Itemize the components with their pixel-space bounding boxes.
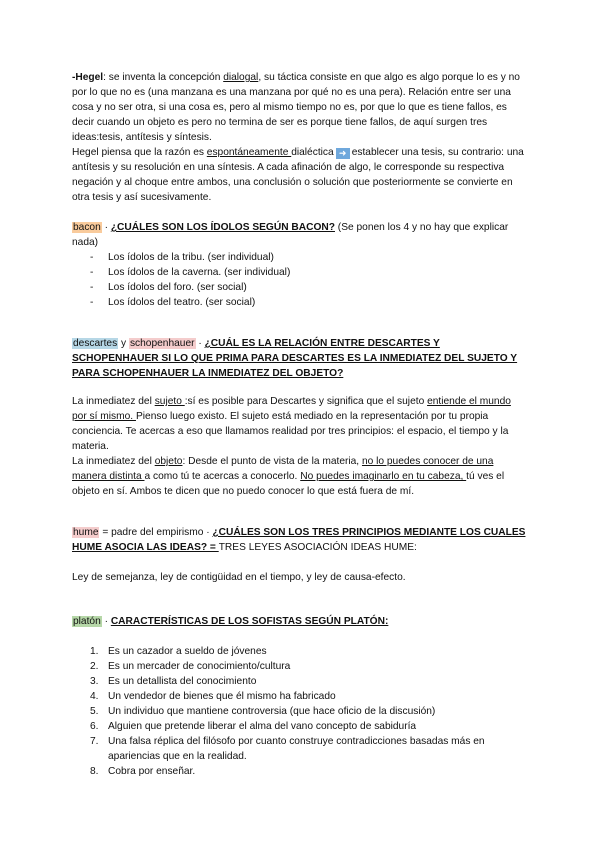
descartes-tag: descartes xyxy=(73,338,118,349)
subject-paragraph: La inmediatez del sujeto :sí es posible para Descartes y significa que el sujeto entiende el mundo por sí mismo. Pienso luego existo. El sujeto está mediado en la representación por tu propia conciencia. Te acercas a eso que llamamos realidad por tres principios: el espacio, el tiempo y la materia. xyxy=(72,396,511,452)
list-item: 4. Un vendedor de bienes que él mismo ha fabricado xyxy=(90,691,336,702)
bacon-idols-list xyxy=(72,250,526,310)
list-item: 2. Es un mercader de conocimiento/cultura xyxy=(90,661,291,672)
sophists-list xyxy=(72,644,526,779)
bacon-question: ¿CUÁLES SON LOS ÍDOLOS SEGÚN BACON? xyxy=(110,222,335,233)
descartes-section xyxy=(72,336,526,381)
list-item: 7. Una falsa réplica del filósofo por cuanto construye contradicciones basadas más en apariencias que en la realidad. xyxy=(90,736,485,762)
list-item: - Los ídolos del foro. (ser social) xyxy=(72,280,526,295)
descartes-question: ¿CUÁL ES LA RELACIÓN ENTRE DESCARTES Y SCHOPENHAUER SI LO QUE PRIMA PARA DESCARTES ES LA INMEDIATEZ DEL SUJETO Y PARA SCHOPENHAUER LA INMEDIATEZ DEL OBJETO? xyxy=(72,338,518,379)
object-paragraph: La inmediatez del objeto: Desde el punto de vista de la materia, no lo puedes conocer de una manera distinta a como tú te acercas a conocerlo. No puedes imaginarlo en tu cabeza, tú ves el objeto en sí. Ambos te dicen que no puedo conocer lo que está fuera de mí. xyxy=(72,456,505,497)
list-item: 6. Alguien que pretende liberar el alma del vano concepto de sabiduría xyxy=(90,721,417,732)
list-item: - Los ídolos de la caverna. (ser individual) xyxy=(72,265,526,280)
bacon-section xyxy=(72,220,526,310)
hume-tag: hume xyxy=(73,527,99,538)
list-item: - Los ídolos del teatro. (ser social) xyxy=(72,295,526,310)
hegel-name: -Hegel xyxy=(72,72,104,83)
bacon-tag: bacon xyxy=(73,222,101,233)
hegel-section xyxy=(72,70,526,205)
schopenhauer-tag: schopenhauer xyxy=(129,338,195,349)
hume-question: ¿CUÁLES SON LOS TRES PRINCIPIOS MEDIANTE LOS CUALES HUME ASOCIA LAS IDEAS? = xyxy=(72,527,526,553)
bacon-heading: bacon · ¿CUÁLES SON LOS ÍDOLOS SEGÚN BACON? (Se ponen los 4 y no hay que explicar nada) xyxy=(72,222,509,248)
platon-question: CARACTERÍSTICAS DE LOS SOFISTAS SEGÚN PLATÓN: xyxy=(110,616,389,627)
hume-section xyxy=(72,525,526,555)
hume-laws: Ley de semejanza, ley de contigüidad en el tiempo, y ley de causa-efecto. xyxy=(72,572,406,583)
descartes-answer xyxy=(72,394,526,499)
platon-heading: platón · CARACTERÍSTICAS DE LOS SOFISTAS SEGÚN PLATÓN: xyxy=(73,616,389,627)
list-item: 3. Es un detallista del conocimiento xyxy=(90,676,257,687)
hegel-paragraph-2: Hegel piensa que la razón es espontáneamente dialéctica ➜ establecer una tesis, su contrario: una antítesis y su resolución en una síntesis. A cada afinación de algo, le corresponde su respectiva negación y al choque entre ambos, una conclusión o solución que posteriormente se convierte en otra tesis y así sucesivamente. xyxy=(72,147,524,203)
list-item: 5. Un individuo que mantiene controversia (que hace oficio de la discusión) xyxy=(90,706,436,717)
arrow-right-icon: ➜ xyxy=(336,148,350,159)
hegel-paragraph-1: -Hegel: se inventa la concepción dialogal, su táctica consiste en que algo es algo porque lo es y no por lo que no es (una manzana es una manzana por qué no es una pera). Relación entre ser una cosa y no ser otra, si una cosa es, pero al mismo tiempo no es, por que lo que es tiene fallos, es decir cuando un objeto es pero no termina de ser es porque tiene fallos, de aquí surgen tres ideas:tesis, antítesis y síntesis. xyxy=(72,72,520,143)
list-item: 1. Es un cazador a sueldo de jóvenes xyxy=(90,646,267,657)
espontaneamente-term: espontáneamente xyxy=(206,147,292,158)
hume-heading: hume = padre del empirismo · ¿CUÁLES SON LOS TRES PRINCIPIOS MEDIANTE LOS CUALES HUME ASOCIA LAS IDEAS? = TRES LEYES ASOCIACIÓN IDEAS HUME: xyxy=(72,527,526,553)
dialogal-term: dialogal xyxy=(223,72,259,83)
sophists-list-wrap xyxy=(72,644,526,779)
list-item: 8. Cobra por enseñar. xyxy=(90,766,196,777)
platon-section xyxy=(72,614,526,629)
descartes-heading: descartes y schopenhauer · ¿CUÁL ES LA RELACIÓN ENTRE DESCARTES Y SCHOPENHAUER SI LO QUE PRIMA PARA DESCARTES ES LA INMEDIATEZ DEL SUJETO Y PARA SCHOPENHAUER LA INMEDIATEZ DEL OBJETO? xyxy=(72,338,518,379)
platon-tag: platón xyxy=(73,616,101,627)
list-item: - Los ídolos de la tribu. (ser individual) xyxy=(72,250,526,265)
